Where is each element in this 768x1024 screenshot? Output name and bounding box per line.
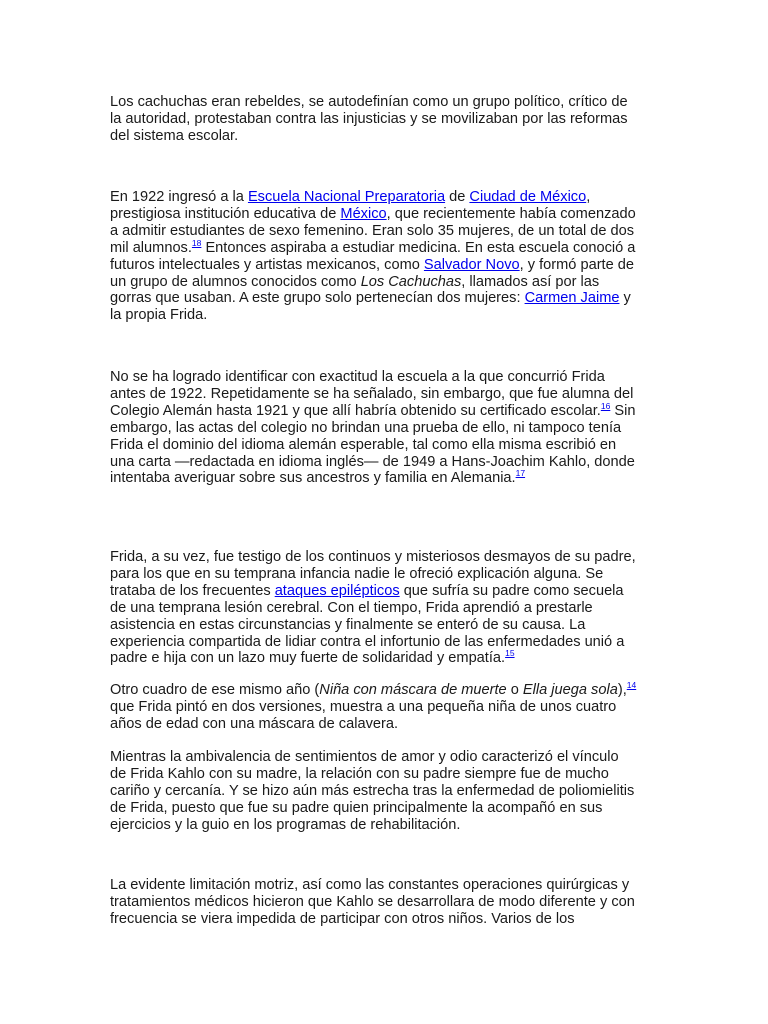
paragraph-text: Entonces aspiraba a estudiar medicina. En esta escuela conoció a futuros intelectuales y artistas mexicanos, como (110, 239, 636, 273)
paragraph-otro-cuadro (110, 682, 638, 733)
paragraph-text: Los cachuchas eran rebeldes, se autodefinían como un grupo político, crítico de la autoridad, protestaban contra las injusticias y se movilizaban por las reformas del sistema escolar. (110, 94, 628, 144)
paragraph-padre-epilepsia (110, 549, 638, 667)
italic-painting-title: Ella juega sola (522, 682, 618, 698)
paragraph-limitacion-motriz (110, 877, 638, 928)
link-carmen-jaime[interactable]: Carmen Jaime (524, 290, 620, 307)
paragraph-text: , y formó parte de un grupo de alumnos conocidos como (110, 256, 635, 290)
paragraph-text: No se ha logrado identificar con exactitud la escuela a la que concurrió Frida antes de 1922. Repetidamente se ha señalado, sin embargo, que fue alumna del Colegio Alemán hasta 1921 y que allí habría obtenido su certificado escolar. (110, 369, 634, 419)
paragraph-text: que Frida pintó en dos versiones, muestra a una pequeña niña de unos cuatro años de edad con una máscara de calavera. (110, 698, 617, 732)
footnote-link-18[interactable]: 18 (191, 237, 202, 248)
footnote-ref (516, 468, 525, 478)
link-ciudad-de-mexico[interactable]: Ciudad de México (469, 189, 587, 205)
paragraph-text: ), (617, 682, 627, 698)
paragraph-text: La evidente limitación motriz, así como las constantes operaciones quirúrgicas y tratamientos médicos hicieron que Kahlo se desarrollara de modo diferente y con frecuencia se viera impedida de participar con otros niños. Varios de los (110, 877, 635, 927)
link-salvador-novo[interactable]: Salvador Novo (423, 256, 520, 273)
footnote-link-16[interactable]: 16 (600, 400, 611, 411)
paragraph-text: de (445, 189, 470, 205)
paragraph-text: y la propia Frida. (110, 290, 631, 324)
italic-los-cachuchas: Los Cachuchas (360, 273, 462, 290)
paragraph-text: , que recientemente había comenzado a admitir estudiantes de sexo femenino. Eran solo 35 mujeres, de un total de dos mil alumnos. (110, 205, 636, 256)
paragraph-cachuchas (110, 94, 638, 145)
paragraph-text: Otro cuadro de ese mismo año ( (110, 682, 320, 698)
paragraph-text: Sin embargo, las actas del colegio no brindan una prueba de ello, ni tampoco tenía Frida el dominio del idioma alemán esperable, tal como ella misma escribió en una carta —redactada en idioma inglés— de 1949 a Hans-Joachim Kahlo, donde intentaba averiguar sobre sus ancestros y familia en Alemania. (110, 402, 636, 487)
paragraph-text: , llamados así por las gorras que usaban. A este grupo solo pertenecían dos mujeres: (110, 273, 600, 307)
footnote-ref (601, 401, 610, 411)
footnote-link-17[interactable]: 17 (515, 468, 526, 479)
footnote-ref (192, 238, 201, 248)
footnote-link-14[interactable]: 14 (626, 680, 637, 690)
paragraph-text: En 1922 ingresó a la (110, 189, 248, 205)
link-ataques-epilepticos[interactable]: ataques epilépticos (274, 582, 400, 599)
link-escuela-nacional-preparatoria[interactable]: Escuela Nacional Preparatoria (247, 189, 446, 205)
paragraph-text: o (506, 682, 523, 698)
paragraph-text: que sufría su padre como secuela de una temprana lesión cerebral. Con el tiempo, Frida aprendió a prestarle asistencia en estas circunstancias y finalmente se enteró de su causa. La experiencia compartida de lidiar contra el infortunio de las enfermedades unió a padre e hija con un lazo muy fuerte de solidaridad y empatía. (110, 582, 625, 667)
footnote-ref (627, 680, 636, 690)
italic-painting-title: Niña con máscara de muerte (319, 682, 507, 698)
footnote-ref (505, 648, 514, 658)
paragraph-text: Frida, a su vez, fue testigo de los continuos y misteriosos desmayos de su padre, para los que en su temprana infancia nadie le ofreció explicación alguna. Se trataba de los frecuentes (110, 549, 636, 599)
footnote-link-15[interactable]: 15 (505, 648, 515, 659)
link-mexico[interactable]: México (340, 205, 387, 222)
paragraph-text: Mientras la ambivalencia de sentimientos de amor y odio caracterizó el vínculo de Frida Kahlo con su madre, la relación con su padre siempre fue de mucho cariño y cercanía. Y se hizo aún más estrecha tras la enfermedad de poliomielitis de Frida, puesto que fue su padre quien principalmente la acompañó en sus ejercicios y la guio en los programas de rehabilitación. (110, 749, 635, 833)
paragraph-ambivalencia (110, 749, 638, 834)
paragraph-colegio-aleman (110, 369, 638, 487)
paragraph-preparatoria (110, 189, 638, 324)
paragraph-text: , prestigiosa institución educativa de (110, 189, 591, 222)
